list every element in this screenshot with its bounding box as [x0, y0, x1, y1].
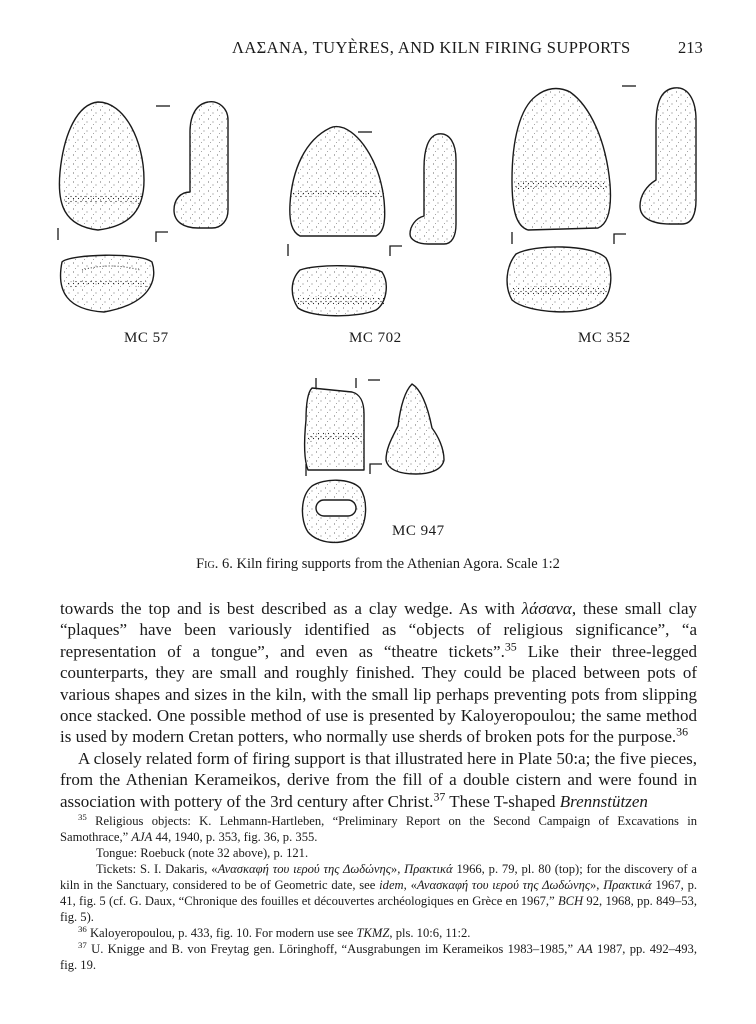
footnote-35-journal: AJA	[131, 830, 153, 844]
tickets-greek-title-1: Ανασκαφή του ιερού της Δωδώνης	[217, 862, 391, 876]
mc702-front-view	[290, 127, 385, 237]
footnote-35-text-a: Religious objects: K. Lehmann-Hartleben, “Preliminary Report on the Second Campaign of Excavations in Samothrace,”	[60, 814, 697, 844]
label-mc57: MC 57	[124, 330, 169, 346]
mc702-side-view	[410, 134, 456, 244]
p1-text-c: Like their three-legged counterparts, they are small and roughly finished. They could be placed between pots of various shapes and sizes in the kiln, with the small lip perhaps preventing pots from slipping once stacked. One possible method of use is presented by Kaloyeropoulou; the same method is used by modern Cretan potters, who normally use sherds of broken pots for the purpose.	[60, 641, 697, 747]
tickets-text-g: 92, 1968, pp. 849–53, fig. 5).	[60, 894, 697, 924]
p2-italic-term: Brennstützen	[559, 791, 648, 811]
mc352-front-view	[512, 89, 611, 230]
mc702-drawing	[290, 127, 456, 316]
tickets-idem: idem	[379, 878, 404, 892]
label-mc352: MC 352	[578, 330, 631, 346]
footnotes	[60, 813, 697, 973]
footnote-ref-35[interactable]: 35	[504, 639, 517, 654]
tickets-text-f: 1967, p. 41, fig. 5 (cf. G. Daux, “Chronique des fouilles et découvertes archéologiques en Grèce en 1967,”	[60, 878, 698, 908]
footnote-ref-37[interactable]: 37	[433, 789, 446, 803]
p1-greek-term: λάσανα	[521, 599, 572, 618]
figure-caption	[0, 556, 756, 573]
footnote-36	[60, 925, 697, 941]
mc702-bottom-view	[292, 266, 386, 316]
footnote-35	[60, 813, 697, 845]
tickets-text-c: 1966, p. 79, pl. 80 (top); for the discovery of a kiln in the Sanctuary, considered to be of Geometric date, see	[60, 862, 697, 892]
p1-text-b: , these small clay “plaques” have been variously identified as “objects of religious significance”, “a representation of a tongue”, and even as “theatre tickets”.	[60, 599, 697, 661]
page-number: 213	[678, 38, 703, 57]
footnote-36-text-a: Kaloyeropoulou, p. 433, fig. 10. For modern use see	[86, 926, 357, 940]
tickets-bch: BCH	[557, 894, 584, 908]
footnote-36-text-b: , pls. 10:6, 11:2.	[389, 926, 471, 940]
tickets-text-b: »,	[390, 862, 405, 876]
mc352-drawing	[507, 88, 696, 312]
footnote-36-tkmz: TKMZ	[356, 926, 390, 940]
footnote-37-text-a: U. Knigge and B. von Freytag gen. Löringhoff, “Ausgrabungen im Kerameikos 1983–1985,”	[86, 942, 578, 956]
tickets-greek-title-2: Ανασκαφή του ιερού της Δωδώνης	[416, 878, 590, 892]
tickets-text-a: Tickets: S. I. Dakaris, «	[96, 862, 218, 876]
mc947-front-view	[305, 388, 364, 470]
mc947-drawing	[302, 384, 444, 542]
footnote-37	[60, 941, 697, 973]
footnote-37-journal: AA	[577, 942, 593, 956]
p1-text-a: towards the top and is best described as a clay wedge. As with	[60, 599, 522, 618]
mc352-bottom-view	[507, 247, 611, 312]
p2-text-b: These T-shaped	[445, 791, 560, 811]
mc57-front-view	[59, 102, 144, 230]
tickets-praktika-2: Πρακτικά	[603, 878, 652, 892]
mc57-side-view	[174, 102, 228, 228]
running-head: ΛΑΣΑΝΑ, TUYÈRES, AND KILN FIRING SUPPORTS	[232, 38, 631, 57]
footnote-37-text-b: 1987, pp. 492–493, fig. 19.	[60, 942, 697, 972]
footnote-36-number: 36	[78, 923, 87, 934]
caption-text: Kiln firing supports from the Athenian Agora. Scale 1:2	[236, 556, 560, 572]
mc947-side-view	[386, 384, 444, 474]
mc352-side-view	[640, 88, 696, 224]
footnote-35-number: 35	[78, 811, 87, 822]
label-mc947: MC 947	[392, 523, 445, 539]
footnote-35-tongue: Tongue: Roebuck (note 32 above), p. 121.	[96, 846, 309, 860]
caption-prefix: Fig. 6.	[196, 556, 233, 572]
tickets-text-d: , «	[403, 878, 417, 892]
footnote-37-number: 37	[78, 939, 87, 950]
label-mc702: MC 702	[349, 330, 402, 346]
body-text	[60, 598, 697, 812]
footnote-35-text-b: 44, 1940, p. 353, fig. 36, p. 355.	[152, 830, 318, 844]
paragraph-2	[60, 748, 697, 812]
footnote-ref-36[interactable]: 36	[676, 724, 689, 739]
p2-text-a: A closely related form of firing support is that illustrated here in Plate 50:a; the five pieces, from the Athenian Kerameikos, derive from the fill of a double cistern and were found in association with pottery of the 3rd century after Christ.	[60, 748, 697, 811]
paragraph-1	[60, 598, 697, 748]
tickets-text-e: »,	[589, 878, 604, 892]
footnote-35-tickets	[60, 861, 697, 925]
tickets-praktika-1: Πρακτικά	[404, 862, 453, 876]
